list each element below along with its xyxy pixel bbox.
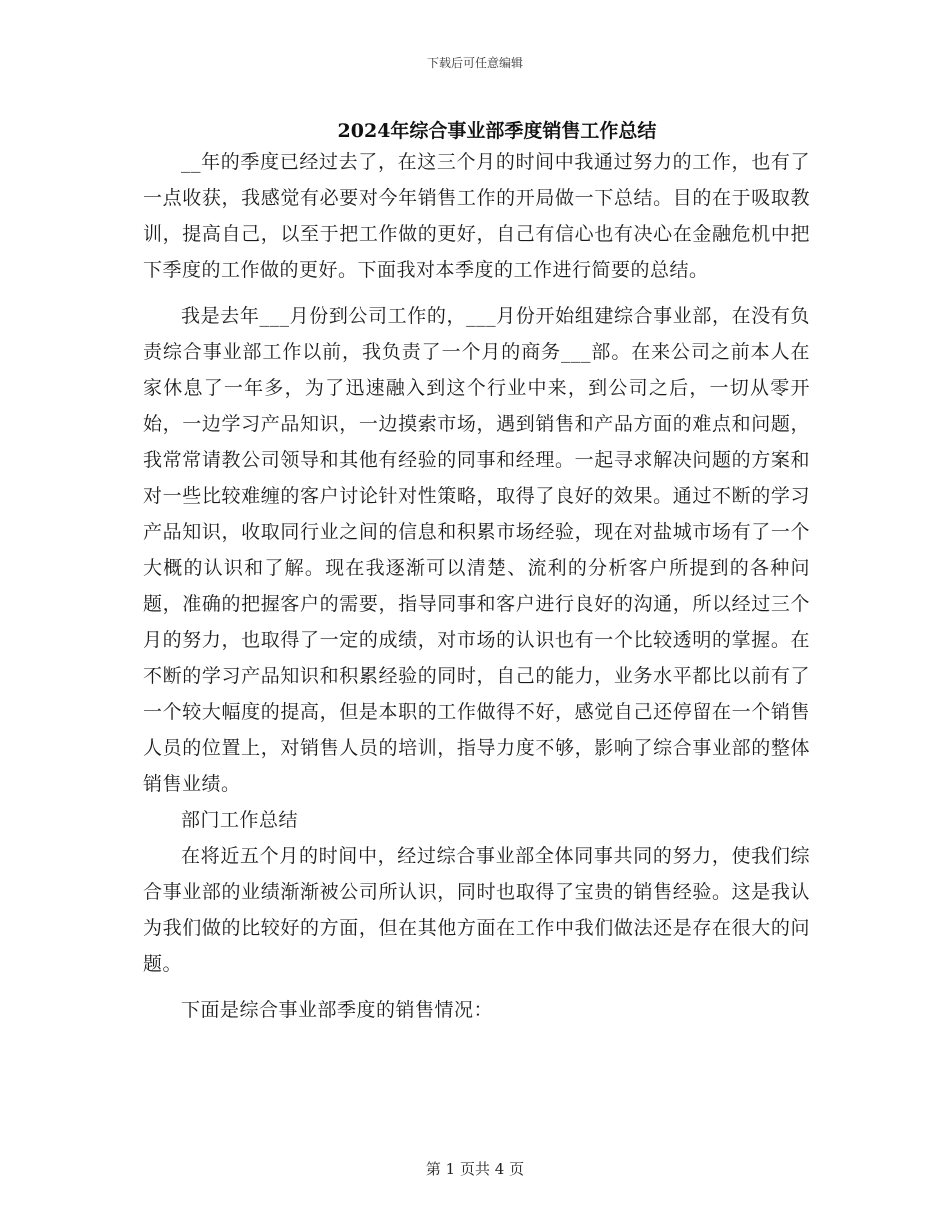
paragraph-intro: __年的季度已经过去了，在这三个月的时间中我通过努力的工作，也有了一点收获，我感觉有必要对今年销售工作的开局做一下总结。目的在于吸取教训，提高自己，以至于把工作做的更好，自己有信心也有决心在金融危机中把下季度的工作做的更好。下面我对本季度的工作进行简要的总结。 bbox=[143, 151, 810, 281]
paragraph-personal-review: 我是去年___月份到公司工作的，___月份开始组建综合事业部，在没有负责综合事业部工作以前，我负责了一个月的商务___部。在来公司之前本人在家休息了一年多，为了迅速融入到这个行业中来，到公司之后，一切从零开始，一边学习产品知识，一边摸索市场，遇到销售和产品方面的难点和问题，我常常请教公司领导和其他有经验的同事和经理。一起寻求解决问题的方案和对一些比较难缠的客户讨论针对性策略，取得了良好的效果。通过不断的学习产品知识，收取同行业之间的信息和积累市场经验，现在对盐城市场有了一个大概的认识和了解。现在我逐渐可以清楚、流利的分析客户所提到的各种问题，准确的把握客户的需要，指导同事和客户进行良好的沟通，所以经过三个月的努力，也取得了一定的成绩，对市场的认识也有一个比较透明的掌握。在不断的学习产品知识和积累经验的同时，自己的能力，业务水平都比以前有了一个较大幅度的提高，但是本职的工作做得不好，感觉自己还停留在一个销售人员的位置上，对销售人员的培训，指导力度不够，影响了综合事业部的整体销售业绩。 bbox=[143, 305, 810, 795]
paragraph-department-summary: 在将近五个月的时间中，经过综合事业部全体同事共同的努力，使我们综合事业部的业绩渐渐被公司所认识，同时也取得了宝贵的销售经验。这是我认为我们做的比较好的方面，但在其他方面在工作中我们做法还是存在很大的问题。 bbox=[143, 845, 810, 975]
document-body bbox=[143, 144, 810, 1028]
section-heading-department: 部门工作总结 bbox=[181, 809, 299, 831]
page-number: 第 1 页共 4 页 bbox=[425, 1160, 525, 1178]
paragraph-sales-intro: 下面是综合事业部季度的销售情况： bbox=[181, 999, 494, 1021]
page-header-note: 下载后可任意编辑 bbox=[426, 56, 523, 70]
document-title: 2024年综合事业部季度销售工作总结 bbox=[337, 120, 657, 142]
